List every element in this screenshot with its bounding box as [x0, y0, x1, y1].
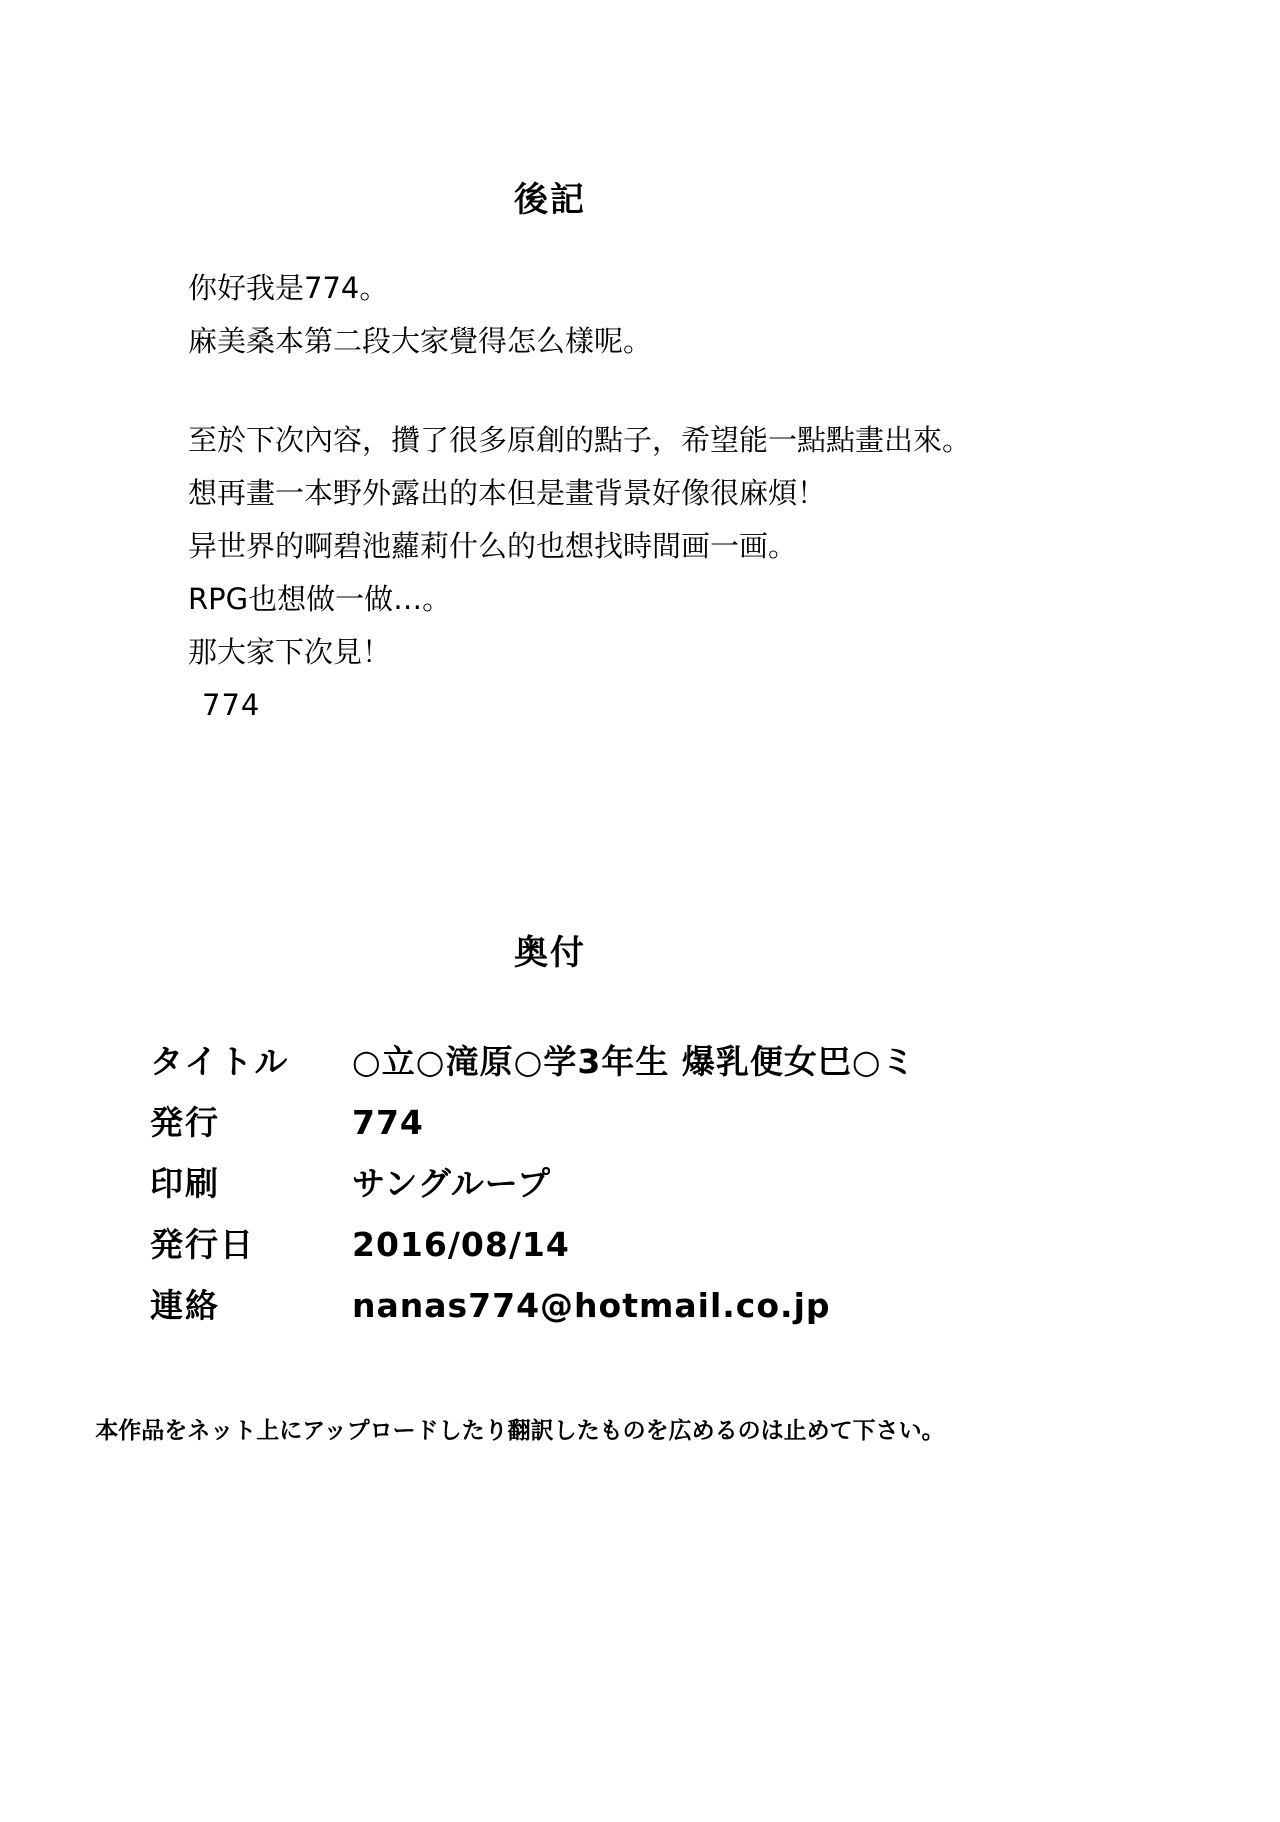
- table-row: [150, 1036, 916, 1097]
- paragraph-spacer: [188, 368, 1088, 414]
- colophon-value: ○立○滝原○学3年生 爆乳便女巴○ミ: [352, 1042, 916, 1081]
- colophon-contact-value: nanas774@hotmail.co.jp: [352, 1286, 831, 1325]
- afterword-line: RPG也想做一做…。: [188, 582, 452, 616]
- footer-notice: 本作品をネット上にアップロードしたり翻訳したものを広めるのは止めて下さい。: [95, 1418, 945, 1444]
- colophon-label: 発行日: [150, 1225, 255, 1264]
- author-signature: 774: [202, 688, 261, 722]
- afterword-line: 你好我是774。: [188, 271, 389, 305]
- table-row: [150, 1280, 916, 1341]
- colophon-label: 印刷: [150, 1164, 220, 1203]
- afterword-line: 想再畫一本野外露出的本但是畫背景好像很麻煩！: [188, 476, 827, 510]
- colophon-value: 774: [352, 1103, 424, 1142]
- colophon-label: タイトル: [150, 1042, 290, 1081]
- table-row: [150, 1158, 916, 1219]
- colophon-value: 2016/08/14: [352, 1225, 570, 1264]
- table-row: [150, 1219, 916, 1280]
- colophon-value: サングループ: [352, 1164, 552, 1203]
- afterword-line: 异世界的啊碧池蘿莉什么的也想找時間画一画。: [188, 529, 798, 563]
- colophon-heading: 奥付: [514, 933, 586, 973]
- afterword-heading: 後記: [514, 180, 586, 220]
- colophon-table: [150, 1036, 916, 1341]
- afterword-line: 麻美桑本第二段大家覺得怎么樣呢。: [188, 324, 653, 358]
- colophon-label: 連絡: [150, 1286, 220, 1325]
- afterword-line: 那大家下次見！: [188, 635, 392, 669]
- table-row: [150, 1097, 916, 1158]
- afterword-body: [188, 262, 1088, 732]
- colophon-label: 発行: [150, 1103, 220, 1142]
- afterword-line: 至於下次內容，攢了很多原創的點子，希望能一點點畫出來。: [188, 423, 972, 457]
